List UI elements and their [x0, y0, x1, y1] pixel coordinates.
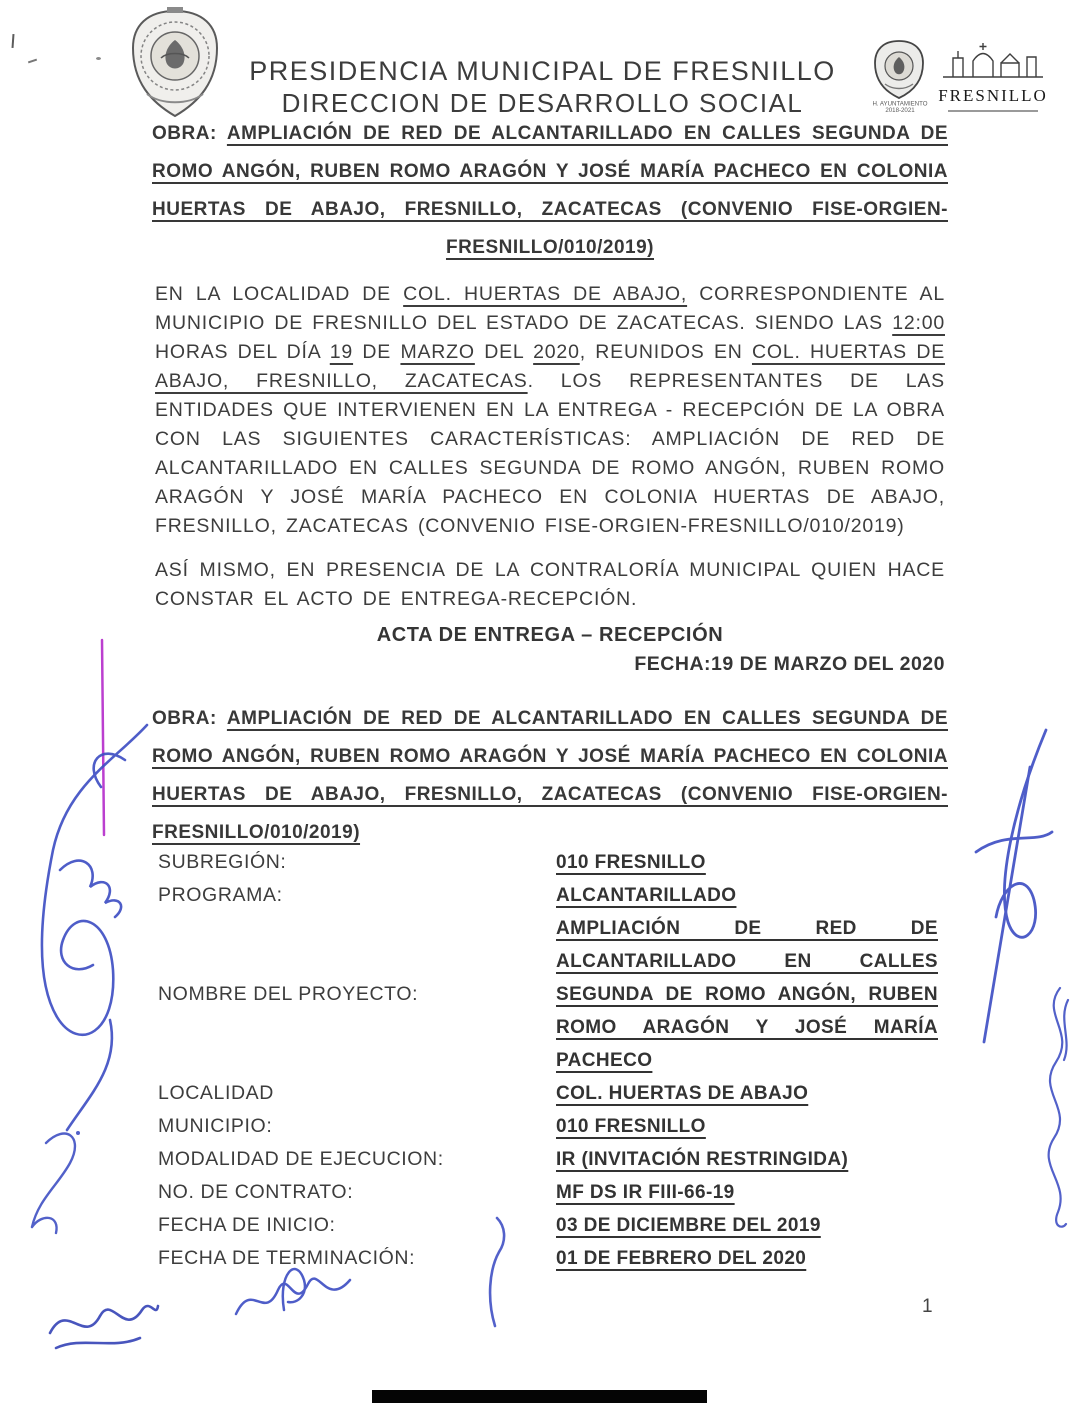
table-row — [158, 1242, 946, 1275]
detail-label: PROGRAMA: — [158, 884, 283, 906]
body-paragraph-2: ASÍ MISMO, EN PRESENCIA DE LA CONTRALORÍA MUNICIPAL QUIEN HACE CONSTAR EL ACTO DE ENTREGA-RECEPCIÓN. — [155, 559, 945, 610]
ayuntamiento-caption — [871, 100, 928, 114]
project-details-table — [158, 846, 946, 1275]
table-row — [158, 912, 946, 1077]
detail-value: 01 DE FEBRERO DEL 2020 — [556, 1248, 807, 1269]
obra-heading-second: OBRA: AMPLIACIÓN DE RED DE ALCANTARILLADO EN CALLES SEGUNDA DE ROMO ANGÓN, RUBEN ROMO ARAGÓN Y JOSÉ MARÍA PACHECO EN COLONIA HUERTAS DE ABAJO, FRESNILLO, ZACATECAS (CONVENIO FISE-ORGIEN-FRESNILLO/010/2019) — [152, 708, 948, 843]
scan-artifact-mark — [96, 57, 101, 60]
table-row — [158, 846, 946, 879]
detail-label: NOMBRE DEL PROYECTO: — [158, 983, 419, 1005]
detail-value: ALCANTARILLADO — [556, 885, 737, 906]
scan-artifact-black-bar — [372, 1390, 707, 1403]
ayuntamiento-caption-line1: H. AYUNTAMIENTO — [872, 100, 928, 107]
page-number: 1 — [922, 1296, 933, 1317]
ayuntamiento-caption-line2: 2018-2021 — [885, 106, 915, 114]
table-row — [158, 1143, 946, 1176]
detail-label: SUBREGIÓN: — [158, 851, 287, 873]
detail-value: 010 FRESNILLO — [556, 852, 706, 873]
detail-value: AMPLIACIÓN DE RED DE ALCANTARILLADO EN CALLES SEGUNDA DE ROMO ANGÓN, RUBEN ROMO ARAGÓN Y JOSÉ MARÍA PACHECO — [556, 918, 938, 1071]
signature-ink-right-edge — [1028, 980, 1083, 1235]
detail-label: LOCALIDAD — [158, 1082, 274, 1104]
fresnillo-brand-logo — [938, 40, 1048, 112]
signature-ink-left — [5, 625, 175, 1145]
table-row — [158, 1176, 946, 1209]
ayuntamiento-seal-icon — [868, 38, 930, 105]
signature-ink-right — [958, 712, 1058, 1062]
document-title-line1: PRESIDENCIA MUNICIPAL DE FRESNILLO — [249, 56, 836, 86]
detail-value: COL. HUERTAS DE ABAJO — [556, 1083, 809, 1104]
detail-label: MUNICIPIO: — [158, 1115, 273, 1137]
detail-label: FECHA DE INICIO: — [158, 1214, 336, 1236]
scan-artifact-mark — [12, 34, 15, 48]
table-row — [158, 1110, 946, 1143]
body-paragraph-1: EN LA LOCALIDAD DE COL. HUERTAS DE ABAJO, CORRESPONDIENTE AL MUNICIPIO DE FRESNILLO DEL ESTADO DE ZACATECAS. SIENDO LAS 12:00 HORAS DEL DÍA 19 DE MARZO DEL 2020, REUNIDOS EN COL. HUERTAS DE ABAJO, FRESNILLO, ZACATECAS. LOS REPRESENTANTES DE LAS ENTIDADES QUE INTERVIENEN EN LA ENTREGA - RECEPCIÓN DE LA OBRA CON LAS SIGUIENTES CARACTERÍSTICAS: AMPLIACIÓN DE RED DE ALCANTARILLADO EN CALLES SEGUNDA DE ROMO ANGÓN, RUBEN ROMO ARAGÓN Y JOSÉ MARÍA PACHECO EN COLONIA HUERTAS DE ABAJO, FRESNILLO, ZACATECAS (CONVENIO FISE-ORGIEN-FRESNILLO/010/2019) — [155, 283, 946, 537]
detail-value: MF DS IR FIII-66-19 — [556, 1182, 735, 1203]
detail-value: 03 DE DICIEMBRE DEL 2019 — [556, 1215, 821, 1236]
detail-label: NO. DE CONTRATO: — [158, 1181, 354, 1203]
detail-value: IR (INVITACIÓN RESTRINGIDA) — [556, 1149, 849, 1170]
document-title-line2: DIRECCION DE DESARROLLO SOCIAL — [281, 88, 804, 118]
fresnillo-logo-tagline-mark — [948, 110, 1038, 112]
table-row — [158, 879, 946, 912]
acta-date: FECHA:19 DE MARZO DEL 2020 — [634, 653, 945, 675]
table-row — [158, 1209, 946, 1242]
obra-heading-top: OBRA: AMPLIACIÓN DE RED DE ALCANTARILLADO EN CALLES SEGUNDA DE ROMO ANGÓN, RUBEN ROMO ARAGÓN Y JOSÉ MARÍA PACHECO EN COLONIA HUERTAS DE ABAJO, FRESNILLO, ZACATECAS (CONVENIO FISE-ORGIEN-FRESNILLO/010/2019) — [152, 123, 948, 258]
detail-label: MODALIDAD DE EJECUCION: — [158, 1148, 444, 1170]
table-row — [158, 1077, 946, 1110]
acta-title: ACTA DE ENTREGA – RECEPCIÓN — [376, 624, 724, 646]
signature-ink-bottom-left — [42, 1288, 162, 1363]
detail-value: 010 FRESNILLO — [556, 1116, 706, 1137]
signature-ink-jose — [8, 1115, 108, 1245]
detail-label: FECHA DE TERMINACIÓN: — [158, 1247, 416, 1269]
fresnillo-skyline-icon — [939, 40, 1047, 80]
fresnillo-logo-wordmark: FRESNILLO — [938, 86, 1048, 105]
